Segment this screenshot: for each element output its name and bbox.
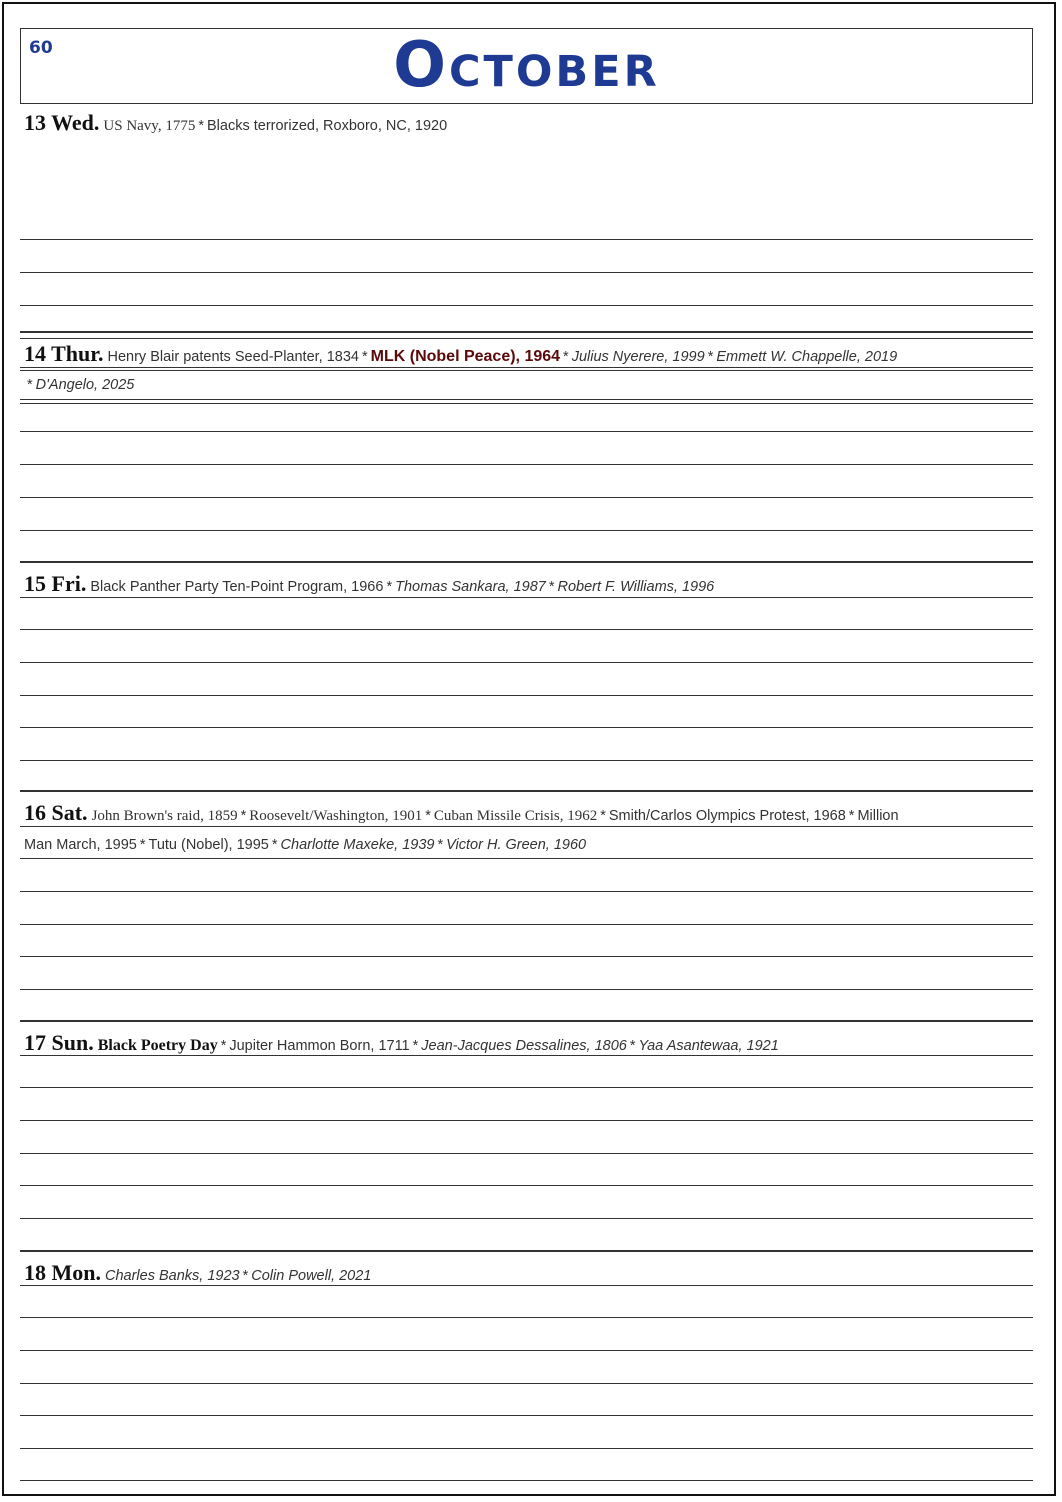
event-entry: Julius Nyerere, 1999: [571, 349, 705, 365]
event-entry: Victor H. Green, 1960: [446, 837, 587, 853]
event-separator: *: [220, 1038, 227, 1054]
event-entry: Jupiter Hammon Born, 1711: [229, 1038, 410, 1054]
event-separator: *: [563, 349, 569, 365]
writing-line[interactable]: [20, 1218, 1033, 1219]
event-entry: Charlotte Maxeke, 1939: [280, 837, 435, 853]
day-heading-row: [24, 800, 1029, 826]
writing-line[interactable]: [20, 695, 1033, 696]
event-entry: Robert F. Williams, 1996: [557, 579, 715, 595]
day-heading-row: [24, 1260, 1029, 1286]
event-separator: *: [629, 1038, 636, 1054]
event-entry: John Brown's raid, 1859: [91, 808, 238, 824]
day-section: [20, 1250, 1033, 1492]
day-heading-row: [24, 571, 1029, 597]
event-entry: Smith/Carlos Olympics Protest, 1968: [608, 808, 846, 824]
event-entry: Henry Blair patents Seed-Planter, 1834: [107, 349, 359, 365]
event-entry: Man March, 1995: [24, 837, 137, 853]
writing-line[interactable]: [20, 1185, 1033, 1186]
event-entry: Jean-Jacques Dessalines, 1806: [421, 1038, 627, 1054]
writing-line[interactable]: [20, 597, 1033, 598]
writing-line[interactable]: [20, 239, 1033, 240]
writing-line[interactable]: [20, 305, 1033, 306]
event-entry: Blacks terrorized, Roxboro, NC, 1920: [207, 118, 448, 134]
event-separator: *: [437, 837, 444, 853]
day-section: [20, 790, 1033, 1022]
writing-line[interactable]: [20, 1087, 1033, 1088]
event-separator: *: [240, 808, 247, 824]
writing-line[interactable]: [20, 464, 1033, 465]
day-label: 13 Wed.: [24, 110, 100, 135]
writing-line[interactable]: [20, 367, 1033, 368]
writing-line[interactable]: [20, 272, 1033, 273]
day-label: 15 Fri.: [24, 571, 87, 596]
writing-line[interactable]: [20, 1153, 1033, 1154]
writing-line[interactable]: [20, 1415, 1033, 1416]
event-separator: *: [386, 579, 393, 595]
writing-line[interactable]: [20, 891, 1033, 892]
page-number: 60: [29, 38, 53, 58]
day-heading-continuation: [24, 377, 1029, 393]
event-separator: *: [139, 837, 146, 853]
writing-line[interactable]: [20, 727, 1033, 728]
event-entry: US Navy, 1775: [103, 118, 196, 134]
event-separator: *: [361, 349, 368, 365]
day-heading-row: [24, 110, 1029, 136]
event-entry: Yaa Asantewaa, 1921: [638, 1038, 779, 1054]
event-entry: Cuban Missile Crisis, 1962: [433, 808, 598, 824]
day-section: [20, 331, 1033, 563]
writing-line[interactable]: [20, 662, 1033, 663]
event-separator: *: [412, 1038, 419, 1054]
writing-line[interactable]: [20, 1317, 1033, 1318]
writing-line[interactable]: [20, 858, 1033, 859]
writing-line[interactable]: [20, 1120, 1033, 1121]
writing-line[interactable]: [20, 1383, 1033, 1384]
event-separator: *: [242, 1268, 249, 1284]
event-separator: *: [27, 377, 33, 393]
writing-line[interactable]: [20, 1448, 1033, 1449]
event-separator: *: [548, 579, 555, 595]
event-entry: MLK (Nobel Peace), 1964: [370, 348, 561, 365]
event-entry: Roosevelt/Washington, 1901: [249, 808, 423, 824]
writing-line[interactable]: [20, 989, 1033, 990]
day-section: [20, 105, 1033, 330]
event-entry: Black Poetry Day: [97, 1037, 218, 1054]
event-separator: *: [848, 808, 855, 824]
writing-line[interactable]: [20, 924, 1033, 925]
writing-line[interactable]: [20, 956, 1033, 957]
day-heading-continuation: [24, 837, 1029, 853]
day-heading-row: [24, 1030, 1029, 1056]
writing-line[interactable]: [20, 1480, 1033, 1481]
day-heading-row: [24, 341, 1029, 367]
writing-line[interactable]: [20, 760, 1033, 761]
event-separator: *: [425, 808, 431, 824]
writing-line[interactable]: [20, 826, 1033, 827]
day-section: [20, 1020, 1033, 1252]
day-section: [20, 561, 1033, 792]
event-entry: Tutu (Nobel), 1995: [148, 837, 269, 853]
month-header: [20, 28, 1033, 104]
event-entry: Black Panther Party Ten-Point Program, 1966: [90, 579, 384, 595]
writing-line[interactable]: [20, 399, 1033, 400]
event-entry: Charles Banks, 1923: [105, 1268, 240, 1284]
writing-line[interactable]: [20, 629, 1033, 630]
event-entry: Colin Powell, 2021: [251, 1268, 372, 1284]
event-entry: Emmett W. Chappelle, 2019: [716, 349, 898, 365]
event-separator: *: [600, 808, 606, 824]
event-entry: Million: [857, 808, 899, 824]
event-separator: *: [198, 118, 204, 134]
event-separator: *: [707, 349, 714, 365]
day-label: 17 Sun.: [24, 1030, 94, 1055]
day-label: 14 Thur.: [24, 341, 104, 366]
month-title: October: [393, 28, 660, 101]
writing-line[interactable]: [20, 497, 1033, 498]
writing-line[interactable]: [20, 1350, 1033, 1351]
event-entry: D'Angelo, 2025: [35, 377, 135, 393]
day-label: 18 Mon.: [24, 1260, 101, 1285]
writing-line[interactable]: [20, 530, 1033, 531]
event-entry: Thomas Sankara, 1987: [395, 579, 546, 595]
event-separator: *: [271, 837, 278, 853]
writing-line[interactable]: [20, 431, 1033, 432]
day-label: 16 Sat.: [24, 800, 88, 825]
